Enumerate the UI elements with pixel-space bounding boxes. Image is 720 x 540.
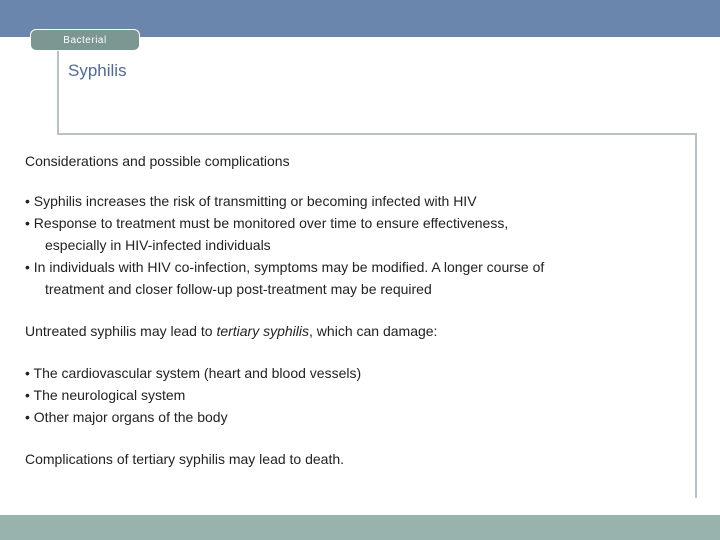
list-item: • Response to treatment must be monitored over time to ensure effectiveness, especially in HIV-infected individuals	[25, 215, 509, 253]
content-body	[25, 150, 665, 470]
list-item: • The neurological system	[25, 387, 186, 403]
divider-vertical-left	[57, 51, 59, 134]
damage-list	[25, 362, 665, 428]
divider-vertical-right	[695, 133, 697, 498]
considerations-list	[25, 190, 665, 300]
conclusion-text: Complications of tertiary syphilis may lead to death.	[25, 451, 345, 467]
category-label: Bacterial	[63, 34, 107, 46]
bottom-banner	[0, 515, 720, 540]
slide-title: Syphilis	[68, 61, 127, 80]
tertiary-syphilis-term: tertiary syphilis	[216, 323, 310, 339]
untreated-paragraph: Untreated syphilis may lead to tertiary syphilis, which can damage:	[25, 323, 438, 339]
list-item: • Syphilis increases the risk of transmitting or becoming infected with HIV	[25, 193, 477, 209]
section-heading: Considerations and possible complications	[25, 153, 290, 169]
list-item: • The cardiovascular system (heart and blood vessels)	[25, 365, 362, 381]
list-item: • Other major organs of the body	[25, 409, 228, 425]
divider-horizontal	[57, 133, 697, 135]
category-tab	[30, 29, 140, 51]
list-item: • In individuals with HIV co-infection, symptoms may be modified. A longer course of treatment and closer follow-up post-treatment may be required	[25, 259, 545, 297]
